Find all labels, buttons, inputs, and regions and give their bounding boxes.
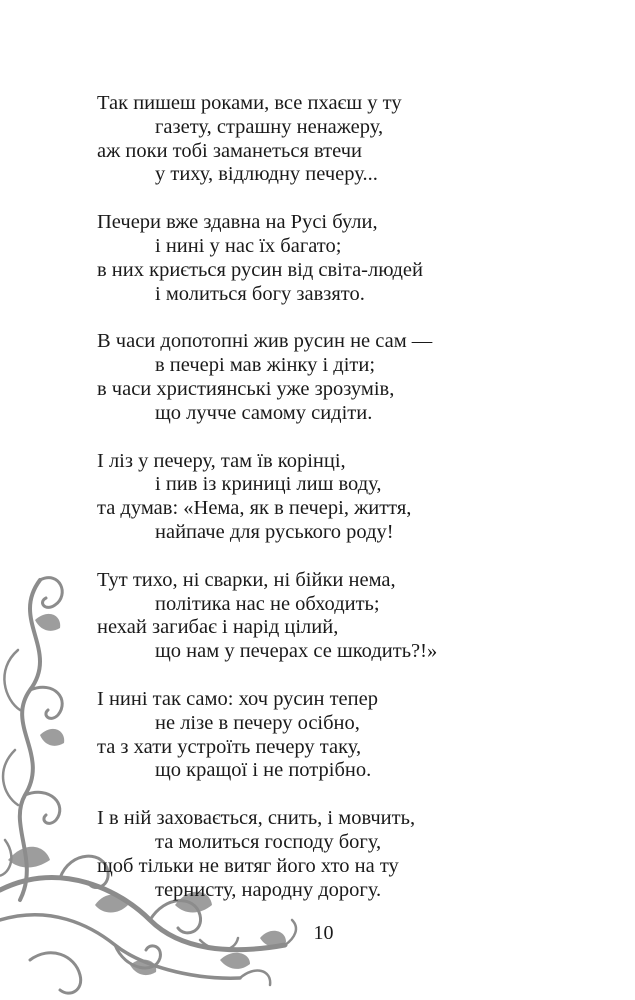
poem-line: що кращої і не потрібно. [155,759,372,782]
poem-line: в них криється русин від світа-людей [97,258,423,281]
poem-line: В часи допотопні жив русин не сам — [97,330,433,353]
poem [97,92,597,926]
poem-line: нехай загибає і нарід цілий, [97,616,339,639]
page-number: 10 [313,922,334,944]
stanza [97,569,597,664]
poem-line: не лізе в печеру осібно, [155,711,360,734]
stanza [97,92,597,187]
poem-line: що лучче самому сидіти. [155,401,373,424]
stanza [97,807,597,902]
poem-line: в часи християнські уже зрозумів, [97,377,395,400]
poem-line: політика нас не обходить; [155,592,380,615]
poem-line: і пив із криниці лиш воду, [155,473,382,496]
poem-line: та думав: «Нема, як в печері, життя, [97,497,412,520]
poem-line: Тут тихо, ні сварки, ні бійки нема, [97,568,396,591]
poem-line: І нині так само: хоч русин тепер [97,687,378,710]
stanza [97,688,597,783]
poem-line: та з хати устроїть печеру таку, [97,735,362,758]
poem-line: в печері мав жінку і діти; [155,354,376,377]
poem-line: і нині у нас їх багато; [155,234,342,257]
poem-line: найпаче для руського роду! [155,520,394,543]
poem-line: що нам у печерах се шкодить?!» [155,640,438,663]
poem-line: у тиху, відлюдну печеру... [155,163,378,186]
poem-line: тернисту, народну дорогу. [155,878,382,901]
poem-line: аж поки тобі заманеться втечи [97,139,363,162]
stanza [97,450,597,545]
poem-line: щоб тільки не витяг його хто на ту [97,854,399,877]
poem-line: Так пишеш роками, все пхаєш у ту [97,92,402,114]
stanza [97,330,597,425]
poem-line: та молиться господу богу, [155,830,382,853]
poem-line: І в ній заховається, снить, і мовчить, [97,807,416,830]
poem-line: газету, страшну ненажеру, [155,115,384,138]
stanza [97,211,597,306]
poem-line: і молиться богу завзято. [155,282,365,305]
poem-line: І ліз у печеру, там їв корінці, [97,449,346,472]
poem-line: Печери вже здавна на Русі були, [97,211,378,234]
